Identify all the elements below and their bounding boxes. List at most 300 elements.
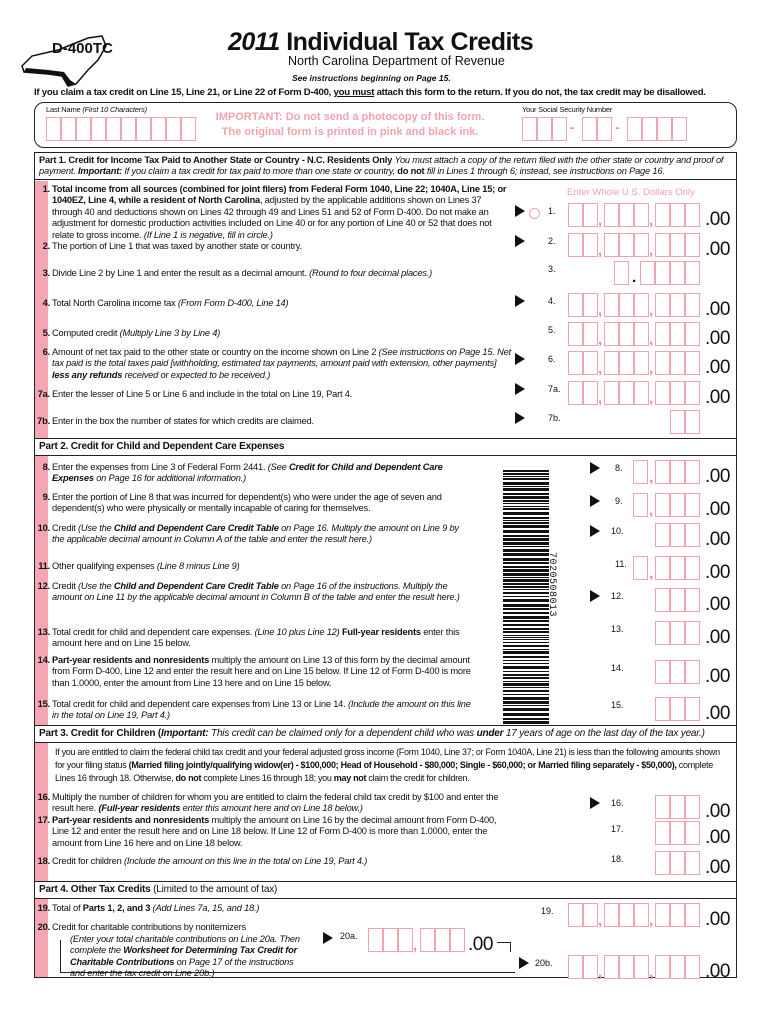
digit-box[interactable]	[685, 460, 700, 484]
digit-box[interactable]	[670, 821, 685, 845]
digit-box[interactable]	[568, 203, 583, 227]
digit-box[interactable]	[634, 351, 649, 375]
digit-box[interactable]	[537, 117, 552, 141]
text-segment: Total credit for child and dependent care expenses.	[52, 627, 255, 637]
digit-box[interactable]	[670, 851, 685, 875]
digit-box[interactable]	[568, 903, 583, 927]
digit-box[interactable]	[568, 955, 583, 979]
digit-box[interactable]	[655, 351, 670, 375]
text-segment: under	[476, 728, 504, 739]
line-number: 14.	[37, 655, 50, 665]
line-number: 18.	[37, 856, 50, 866]
barcode-bar	[503, 503, 549, 504]
digit-box[interactable]	[604, 233, 619, 257]
field-label: 16.	[611, 798, 624, 808]
digit-box[interactable]	[685, 697, 700, 721]
field-label: 19.	[541, 906, 554, 916]
digit-box[interactable]	[61, 117, 76, 141]
digit-box[interactable]	[583, 322, 598, 346]
line-number: 12.	[37, 581, 50, 591]
digit-box[interactable]	[685, 795, 700, 819]
text-segment: Multiply the number of children for whom you are entitled to claim the federal child tax credit by $100 and enter the result here.	[52, 792, 499, 814]
digit-box[interactable]	[583, 203, 598, 227]
digit-box[interactable]	[46, 117, 61, 141]
digit-box[interactable]	[634, 322, 649, 346]
digit-box[interactable]	[597, 117, 612, 141]
text-segment: Credit	[52, 581, 78, 591]
digit-box[interactable]	[121, 117, 136, 141]
text-segment: Part 2. Credit for Child and Dependent Care Expenses	[39, 441, 285, 452]
digit-box[interactable]	[685, 821, 700, 845]
digit-box[interactable]	[583, 955, 598, 979]
line-text	[52, 268, 512, 279]
text-segment: If you are entitled to claim the federal child tax credit and your federal adjusted gross income (Form 1040, Line 37; or Form 1040A, Line 21) is less than the following amounts shown for your filing status	[55, 747, 720, 770]
part-header	[35, 152, 736, 180]
line-text	[52, 347, 512, 381]
barcode-bar	[503, 583, 549, 585]
cents-suffix: .00	[705, 357, 730, 378]
digit-box[interactable]	[568, 322, 583, 346]
barcode-bar	[503, 616, 549, 619]
digit-box[interactable]	[685, 322, 700, 346]
comma-separator: ,	[649, 964, 654, 981]
barcode-bar	[503, 549, 549, 552]
text-segment: Part 4. Other Tax Credits	[39, 884, 154, 895]
digit-box[interactable]	[619, 351, 634, 375]
tax-year: 2011	[228, 28, 280, 56]
digit-box[interactable]	[583, 233, 598, 257]
digit-box[interactable]	[91, 117, 106, 141]
digit-box[interactable]	[655, 851, 670, 875]
text-segment: (If Line 1 is negative, fill in circle.)	[143, 229, 273, 240]
digit-box[interactable]	[655, 293, 670, 317]
digit-box[interactable]	[450, 928, 465, 952]
comma-separator: ,	[598, 212, 603, 229]
arrow-icon	[515, 383, 525, 395]
digit-box[interactable]	[166, 117, 181, 141]
digit-box[interactable]	[568, 293, 583, 317]
digit-box[interactable]	[670, 351, 685, 375]
arrow-icon	[519, 957, 529, 969]
last-name-label: Last Name (First 10 Characters)	[46, 105, 147, 114]
digit-box[interactable]	[627, 117, 642, 141]
part3-intro	[55, 746, 730, 785]
digit-box[interactable]	[634, 903, 649, 927]
digit-box[interactable]	[435, 928, 450, 952]
line-number: 19.	[37, 903, 50, 913]
text-segment: If you claim a tax credit for tax paid to more than one state or country,	[122, 166, 398, 176]
digit-box[interactable]	[670, 381, 685, 405]
text-segment: Total income from all sources (combined for joint filers) from Federal Form 1040, Line 22; 1040A, Line 15; or 1040EZ, Line 4, while a resident of North Carolina	[52, 184, 507, 206]
arrow-icon	[590, 525, 600, 537]
part-header	[35, 438, 736, 456]
cents-suffix: .00	[705, 594, 730, 615]
digit-box[interactable]	[685, 410, 700, 434]
barcode-bar	[503, 624, 549, 626]
comma-separator: ,	[413, 937, 418, 954]
barcode-number: 7020508013	[546, 552, 557, 618]
digit-box[interactable]	[181, 117, 196, 141]
digit-box[interactable]	[642, 117, 657, 141]
digit-box[interactable]	[655, 493, 670, 517]
digit-box[interactable]	[583, 351, 598, 375]
digit-box[interactable]	[368, 928, 383, 952]
digit-box[interactable]	[657, 117, 672, 141]
barcode-bar	[503, 674, 549, 676]
digit-box[interactable]	[655, 261, 670, 285]
digit-box[interactable]	[552, 117, 567, 141]
barcode-bar	[503, 649, 549, 650]
arrow-icon	[515, 235, 525, 247]
line-text	[52, 561, 472, 572]
digit-box[interactable]	[670, 203, 685, 227]
digit-box[interactable]	[685, 203, 700, 227]
barcode-bar	[503, 713, 549, 716]
field-label: 7b.	[548, 413, 561, 423]
arrow-icon	[515, 205, 525, 217]
text-segment: (See	[267, 462, 289, 472]
barcode-bar	[503, 635, 549, 636]
text-segment: (Enter your total charitable contributions on Line 20a. Then complete the	[70, 934, 300, 956]
digit-box[interactable]	[604, 955, 619, 979]
digit-box[interactable]	[619, 903, 634, 927]
cents-suffix: .00	[705, 499, 730, 520]
digit-box[interactable]	[604, 203, 619, 227]
digit-box[interactable]	[634, 203, 649, 227]
digit-box[interactable]	[619, 293, 634, 317]
text-segment: You must attach a copy of the return filed with the other state or country and proof of payment.	[39, 155, 724, 176]
cents-suffix: .00	[705, 562, 730, 583]
digit-box[interactable]	[633, 556, 648, 580]
digit-box[interactable]	[604, 381, 619, 405]
digit-box[interactable]	[685, 293, 700, 317]
ssn-input[interactable]	[522, 117, 732, 141]
cents-suffix: .00	[705, 299, 730, 320]
digit-box[interactable]	[685, 903, 700, 927]
text-segment: Credit for Child and Dependent Care Expenses	[52, 462, 443, 484]
barcode-bar	[503, 708, 549, 711]
comma-separator: ,	[598, 302, 603, 319]
digit-box[interactable]	[670, 460, 685, 484]
barcode-bar	[503, 718, 549, 720]
arrow-icon	[590, 495, 600, 507]
barcode-bar	[503, 517, 549, 519]
negative-amount-circle[interactable]	[529, 208, 540, 219]
comma-separator: ,	[598, 390, 603, 407]
digit-box[interactable]	[685, 851, 700, 875]
field-label: 18.	[611, 854, 624, 864]
digit-box[interactable]	[670, 556, 685, 580]
digit-box[interactable]	[655, 233, 670, 257]
digit-box[interactable]	[522, 117, 537, 141]
comma-separator: ,	[649, 331, 654, 348]
barcode-bar	[503, 701, 549, 704]
barcode-bar	[503, 642, 549, 643]
digit-box[interactable]	[619, 233, 634, 257]
digit-box[interactable]	[685, 493, 700, 517]
text-segment: Parts 1, 2, and 3	[82, 903, 151, 913]
barcode-bar	[503, 683, 549, 686]
line-number: 15.	[37, 699, 50, 709]
text-segment: 17 years of age on the last day of the tax year.)	[503, 728, 705, 739]
barcode-bar	[503, 608, 549, 610]
barcode-bar	[503, 476, 549, 477]
text-segment: Child and Dependent Care Credit Table	[113, 523, 279, 533]
arrow-icon	[590, 462, 600, 474]
digit-box[interactable]	[685, 381, 700, 405]
text-segment: do not	[175, 773, 202, 783]
text-segment: Credit	[52, 523, 78, 533]
digit-box[interactable]	[670, 588, 685, 612]
barcode-bar	[503, 660, 549, 661]
digit-box[interactable]	[670, 493, 685, 517]
text-segment: Enter the lesser of Line 5 or Line 6 and include in the total on Line 19, Part 4.	[52, 389, 353, 399]
line-text	[52, 462, 472, 485]
field-label: 8.	[615, 463, 623, 473]
line-number: 7a.	[37, 389, 50, 399]
digit-box[interactable]	[685, 556, 700, 580]
barcode-bar	[503, 478, 549, 480]
barcode-bar	[503, 577, 549, 578]
last-name-input[interactable]	[46, 117, 198, 141]
cents-suffix: .00	[705, 328, 730, 349]
digit-box[interactable]	[670, 261, 685, 285]
digit-box[interactable]	[634, 233, 649, 257]
line-text	[52, 903, 502, 914]
comma-separator: ,	[649, 212, 654, 229]
text-segment: on Page 16 of the instructions. Multiply the amount on Line 11 by the applicable decimal amount in Column B of the table and enter the result here.)	[52, 581, 460, 603]
digit-box[interactable]	[670, 621, 685, 645]
field-label: 20a.	[340, 931, 358, 941]
comma-separator: ,	[649, 469, 654, 486]
digit-box[interactable]	[670, 293, 685, 317]
digit-box[interactable]	[685, 233, 700, 257]
text-segment: Divide Line 2 by Line 1 and enter the result as a decimal amount.	[52, 268, 310, 278]
part-header	[35, 725, 736, 743]
line-text	[52, 241, 512, 252]
text-segment: The portion of Line 1 that was taxed by another state or country.	[52, 241, 302, 251]
digit-box[interactable]	[604, 293, 619, 317]
digit-box[interactable]	[398, 928, 413, 952]
text-segment: received or expected to be received.)	[122, 369, 271, 380]
barcode-bar	[503, 538, 549, 541]
digit-box[interactable]	[106, 117, 121, 141]
line-text	[52, 523, 472, 546]
cents-suffix: .00	[705, 209, 730, 230]
digit-box[interactable]	[685, 588, 700, 612]
digit-box[interactable]	[670, 523, 685, 547]
digit-box[interactable]	[619, 955, 634, 979]
barcode-bar	[503, 599, 549, 602]
barcode-bar	[503, 628, 549, 630]
digit-box[interactable]	[383, 928, 398, 952]
line-text	[52, 655, 472, 689]
digit-box[interactable]	[619, 381, 634, 405]
digit-box[interactable]	[655, 588, 670, 612]
line-number: 5.	[42, 328, 50, 338]
barcode-bar	[503, 500, 549, 502]
digit-box[interactable]	[634, 381, 649, 405]
digit-box[interactable]	[670, 410, 685, 434]
digit-box[interactable]	[655, 523, 670, 547]
digit-box[interactable]	[583, 903, 598, 927]
text-segment: (Include the amount on this line in the total on Line 19, Part 4.)	[52, 699, 471, 721]
text-segment: Part 1. Credit for Income Tax Paid to Another State or Country - N.C. Residents Only	[39, 155, 395, 165]
text-segment: on Page 17 of the instructions and enter the tax credit on Line 20b.)	[70, 956, 294, 979]
digit-box[interactable]	[604, 903, 619, 927]
arrow-icon	[590, 590, 600, 602]
north-carolina-map-logo	[18, 26, 108, 88]
digit-box[interactable]	[685, 621, 700, 645]
text-segment: Part-year residents and nonresidents	[52, 655, 210, 665]
barcode-bar	[503, 562, 549, 564]
digit-box[interactable]	[655, 955, 670, 979]
cents-suffix: .00	[705, 909, 730, 930]
line-text	[52, 815, 502, 849]
field-label: 15.	[611, 700, 624, 710]
digit-box[interactable]	[672, 117, 687, 141]
digit-box[interactable]	[634, 293, 649, 317]
digit-box[interactable]	[685, 955, 700, 979]
cents-suffix: .00	[705, 961, 730, 982]
digit-box[interactable]	[634, 955, 649, 979]
digit-box[interactable]	[670, 795, 685, 819]
digit-box[interactable]	[640, 261, 655, 285]
digit-box[interactable]	[583, 293, 598, 317]
arrow-icon	[515, 412, 525, 424]
cents-suffix: .00	[705, 857, 730, 878]
digit-box[interactable]	[670, 322, 685, 346]
barcode-bar	[503, 512, 549, 515]
digit-box[interactable]	[655, 621, 670, 645]
barcode-bar	[503, 620, 549, 622]
comma-separator: ,	[649, 502, 654, 519]
text-segment: Enter the expenses from Line 3 of Federal Form 2441.	[52, 462, 268, 472]
photocopy-warning: IMPORTANT: Do not send a photocopy of this form. The original form is printed in pink and black ink.	[215, 111, 485, 138]
barcode-bar	[503, 525, 549, 528]
cents-suffix: .00	[705, 627, 730, 648]
line-number: 8.	[42, 462, 50, 472]
text-segment: Enter the portion of Line 8 that was incurred for dependent(s) who were under the age of seven and dependent(s) who were physically or mentally incapable of caring for themselves.	[52, 492, 442, 514]
barcode-bar	[503, 631, 549, 633]
digit-box[interactable]	[568, 381, 583, 405]
line-number: 4.	[42, 298, 50, 308]
barcode-bar	[503, 573, 549, 576]
barcode-bar	[503, 705, 549, 706]
barcode-bar	[503, 522, 549, 524]
digit-box[interactable]	[685, 261, 700, 285]
arrow-icon	[515, 353, 525, 365]
digit-box[interactable]	[685, 351, 700, 375]
digit-box[interactable]	[655, 381, 670, 405]
line-20a-text	[70, 934, 310, 980]
digit-box[interactable]	[670, 660, 685, 684]
digit-box[interactable]	[604, 351, 619, 375]
text-segment: Important:	[161, 728, 209, 739]
digit-box[interactable]	[655, 821, 670, 845]
text-segment: Total credit for child and dependent care expenses from Line 13 or Line 14.	[52, 699, 348, 709]
comma-separator: ,	[598, 242, 603, 259]
line-number: 1.	[42, 184, 50, 194]
digit-box[interactable]	[655, 203, 670, 227]
text-segment: on Page 16. Multiply the amount on Line 9 by the applicable decimal amount in Column A of the table and enter the result here.)	[52, 523, 459, 545]
text-segment: enter this amount here and on Line 18 below.)	[180, 803, 363, 814]
digit-box[interactable]	[76, 117, 91, 141]
digit-box[interactable]	[568, 233, 583, 257]
text-segment: (Full-year residents	[98, 803, 181, 814]
text-segment: Enter in the box the number of states for which credits are claimed.	[52, 416, 314, 426]
line-text	[52, 389, 512, 400]
text-segment: Important:	[78, 166, 122, 176]
digit-box[interactable]	[685, 660, 700, 684]
field-label: 1.	[548, 206, 556, 216]
text-segment: (Round to four decimal places.)	[309, 268, 433, 278]
text-segment: claim the credit for children.	[366, 773, 470, 783]
digit-box[interactable]	[568, 351, 583, 375]
barcode-bar	[503, 488, 549, 491]
text-segment: (See instructions on Page 15. Net tax paid is the total taxes paid [withholding, estimated tax payments, amount paid with extension, other payments]	[52, 347, 511, 369]
field-label: 4.	[548, 296, 556, 306]
field-label: 11.	[615, 559, 627, 569]
bracket-line	[497, 942, 511, 952]
barcode-bar	[503, 681, 549, 682]
line-number: 2.	[42, 241, 50, 251]
digit-box[interactable]	[619, 322, 634, 346]
cents-suffix: .00	[705, 466, 730, 487]
digit-box[interactable]	[633, 493, 648, 517]
digit-box[interactable]	[670, 955, 685, 979]
digit-box[interactable]	[151, 117, 166, 141]
text-segment: , adjusted by the applicable additions shown on Lines 37 through 40 and deductions shown on Lines 42 through 49 and Lines 51 and 52 of Form D-400. Do not make an adjustment for domestic production activities included on Line 40 or for any portion of Line 40 or 52 that does not relate to gross income.	[52, 195, 492, 240]
text-segment: Credit for children	[52, 856, 124, 866]
digit-box[interactable]	[670, 233, 685, 257]
digit-box[interactable]	[655, 460, 670, 484]
digit-box[interactable]	[655, 903, 670, 927]
digit-box[interactable]	[670, 903, 685, 927]
ssn-label: Your Social Security Number	[522, 105, 613, 114]
text-segment: (Include the amount on this line in the total on Line 19, Part 4.)	[123, 856, 368, 866]
text-segment: enter this amount here and on Line 15 below.	[52, 627, 460, 649]
digit-box[interactable]	[655, 556, 670, 580]
line-number: 17.	[37, 815, 50, 825]
digit-box[interactable]	[619, 203, 634, 227]
barcode-bar	[503, 666, 549, 669]
digit-box[interactable]	[583, 381, 598, 405]
barcode-bar	[503, 663, 549, 664]
text-segment: (Use the	[77, 523, 114, 533]
digit-box[interactable]	[604, 322, 619, 346]
digit-box[interactable]	[136, 117, 151, 141]
line-number: 6.	[42, 347, 50, 357]
digit-box[interactable]	[655, 795, 670, 819]
barcode-bar	[503, 604, 549, 607]
digit-box[interactable]	[582, 117, 597, 141]
digit-box[interactable]	[655, 660, 670, 684]
digit-box[interactable]	[685, 523, 700, 547]
arrow-icon	[323, 932, 333, 944]
whole-dollars-note: Enter Whole U.S. Dollars Only	[567, 187, 695, 198]
digit-box[interactable]	[655, 322, 670, 346]
digit-box[interactable]	[670, 697, 685, 721]
digit-box[interactable]	[420, 928, 435, 952]
text-segment: (Add Lines 7a, 15, and 18.)	[150, 903, 260, 913]
cents-suffix: .00	[705, 703, 730, 724]
digit-box[interactable]	[655, 697, 670, 721]
digit-box[interactable]	[614, 261, 629, 285]
digit-box[interactable]	[633, 460, 648, 484]
barcode-bar	[503, 612, 549, 614]
line-number: 7b.	[37, 416, 50, 426]
